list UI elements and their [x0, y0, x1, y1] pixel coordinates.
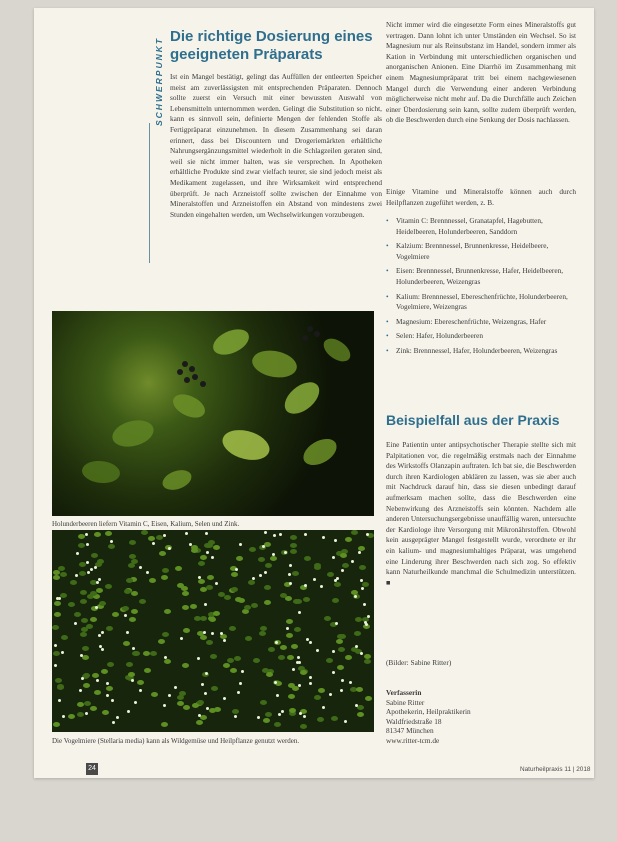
- author-city: 81347 München: [386, 726, 434, 736]
- elderberry-photo: [52, 311, 374, 516]
- author-website: www.ritter-tcm.de: [386, 735, 440, 745]
- author-title: Apothekerin, Heilpraktikerin: [386, 707, 471, 717]
- section-tag: SCHWERPUNKT: [154, 36, 164, 126]
- footer-publication: Naturheilpraxis 11 | 2018: [520, 766, 591, 773]
- list-intro: Einige Vitamine und Mineralstoffe können auch durch Heilpflanzen zugeführt werden, z. B.: [386, 187, 576, 207]
- list-item: • Selen: Hafer, Holunderbeeren: [386, 331, 576, 342]
- author-block: [386, 688, 576, 746]
- author-street: Waldfriedstraße 18: [386, 716, 442, 726]
- author-name: Sabine Ritter: [386, 697, 425, 707]
- practice-column: [386, 440, 576, 594]
- intro-paragraph: Ist ein Mangel bestätigt, gelingt das Auffüllen der entleerten Speicher meist am zuverlässigsten mit entsprechenden Präparaten. Dennoch sollte zuerst ein Versuch mit einer bewussten Auswahl von Lebensmitteln unternommen werden. Gelingt die Substitution so nicht, kann es sinnvoll sein, definierte Mengen der fehlenden Stoffe als Fertigpräparat einzunehmen. In diesem Zusammenhang sei daran erinnert, dass bei Discountern und Drogeriemärkten erhältliche Nahrungsergänzungsmittel wiederholt in die Schlagzeilen geraten sind, weil sie nicht immer halten, was sie versprechen. In Apotheken erhältliche Produkte sind zwar vielfach teurer, sie sind jedoch meist als Medikament zugelassen, und ihre Wirksamkeit wird entsprechend überprüft. Je nach Arzneistoff sollte zwischen der Einnahme von Mineralstoffen und Arzneistoffen ein Abstand von mindestens zwei Stunden eingehalten werden, um Wechselwirkungen vorzubeugen.: [170, 72, 382, 219]
- list-item: • Zink: Brennnessel, Hafer, Holunderbeeren, Weizengras: [386, 346, 576, 357]
- chickweed-photo: [52, 530, 374, 732]
- practice-paragraph: Eine Patientin unter antipsychotischer Therapie stellte sich mit Palpitationen vor, die regelmäßig erstmals nach der Einnahme des Wirkstoffs Olanzapin auftraten. Ich bat sie, die Beschwerden durch ihren Kardiologen abklären zu lassen, was sie aber auch mit Nachdruck darauf hin, dass sie diesen unbedingt darauf aufmerksam machen sollte, dass die Beschwerden eine Nebenwirkung des Arzneistoffs sein könnten. Nachdem alle anderen Untersuchungsergebnisse unauffällig waren, untersuchte der Kardiologe ihre Versorgung mit Mikronährstoffen. Obwohl kein ausgeprägter Mangel festgestellt wurde, verordnete er ihr ein kalium- und magnesiumhaltiges Präparat, was umgehend eine Linderung ihrer Beschwerden nach sich zog. So effektiv kann Naturheilkunde manchmal die Schulmedizin unterstützen. ■: [386, 440, 576, 587]
- right-paragraph: Nicht immer wird die eingesetzte Form eines Mineralstoffs gut vertragen. Dann lohnt ich unter Umständen ein Wechsel. So ist Magnesium nur als Reinsubstanz im Handel, sondern immer als Kation in Verbindung mit unterschiedlichen organischen und anorganischen Anionen. Eine Diarrhö im Zusammenhang mit einem Magnesiumpräparat tritt bei einem nachgewiesenen Mangel durch die Verwendung einer anderen Verbindung möglicherweise nicht mehr auf. Da die Durchfälle auch Zeichen einer Überdosierung sein kann, sollte zudem überprüft werden, ob die Beschwerden durch eine Senkung der Dosis nachlassen.: [386, 20, 576, 125]
- article-heading: Die richtige Dosierung eines geeigneten Präparats: [170, 28, 373, 63]
- photo-caption-2: Die Vogelmiere (Stellaria media) kann als Wildgemüse und Heilpflanze genutzt werden.: [52, 737, 300, 745]
- list-item: • Magnesium: Ebereschenfrüchte, Weizengras, Hafer: [386, 317, 576, 328]
- page-number: 24: [86, 763, 98, 775]
- list-item: • Vitamin C: Brennnessel, Granatapfel, Hagebutten, Heidelbeeren, Holunderbeeren, Sanddorn: [386, 216, 576, 237]
- list-item: • Eisen: Brennnessel, Brunnenkresse, Hafer, Heidelbeeren, Holunderbeeren, Weizengras: [386, 266, 576, 287]
- author-label: Verfasserin: [386, 688, 422, 697]
- list-item: • Kalzium: Brennnessel, Brunnenkresse, Heidelbeere, Vogelmiere: [386, 241, 576, 262]
- magazine-page: [34, 8, 594, 778]
- photo-caption-1: Holunderbeeren liefern Vitamin C, Eisen, Kalium, Selen und Zink.: [52, 520, 240, 528]
- practice-heading: Beispielfall aus der Praxis: [386, 412, 560, 428]
- image-credit: (Bilder: Sabine Ritter): [386, 658, 452, 667]
- list-item: • Kalium: Brennnessel, Ebereschenfrüchte, Holunderbeeren, Vogelmiere, Weizengras: [386, 292, 576, 313]
- right-column-top: [386, 20, 576, 132]
- intro-column: [170, 72, 382, 226]
- section-rule: [149, 123, 150, 263]
- nutrient-list: [386, 216, 576, 361]
